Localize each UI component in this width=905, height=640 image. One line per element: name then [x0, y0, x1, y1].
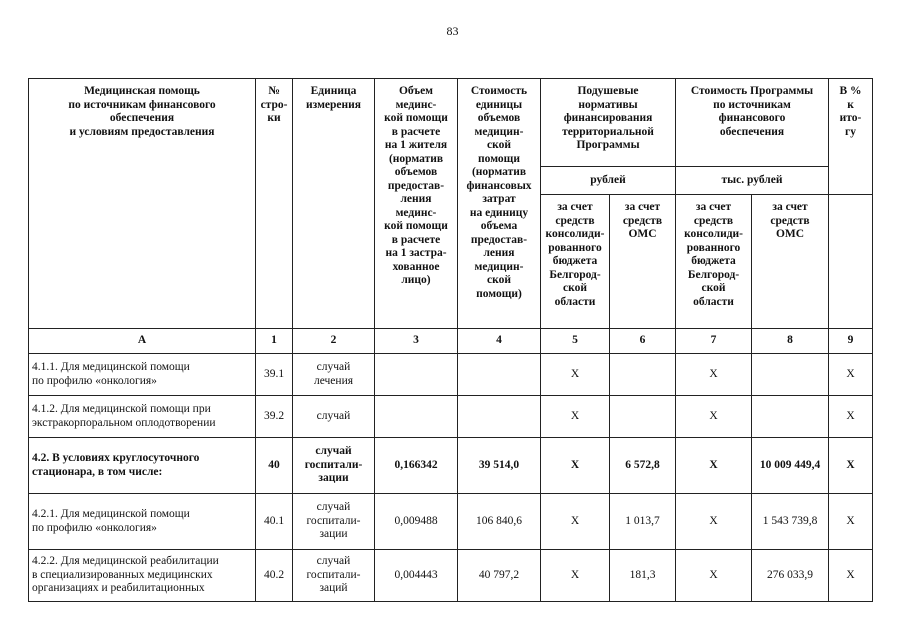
row-regional-cost: Х [676, 354, 752, 396]
header-percent-total: В % к ито- гу [829, 79, 873, 195]
row-regional-cost: Х [676, 550, 752, 602]
row-oms-cost: 10 009 449,4 [752, 438, 829, 494]
row-volume: 0,004443 [375, 550, 458, 602]
row-percent: Х [829, 550, 873, 602]
row-percent: Х [829, 396, 873, 438]
row-name: 4.1.2. Для медицинской помощи при экстракорпоральном оплодотворении [29, 396, 256, 438]
row-name: 4.2.2. Для медицинской реабилитации в специализированных медицинских организациях и реабилитационных [29, 550, 256, 602]
financing-table [28, 78, 873, 602]
column-number: 7 [676, 329, 752, 354]
row-name: 4.1.1. Для медицинской помощи по профилю «онкология» [29, 354, 256, 396]
row-name: 4.2. В условиях круглосуточного стационара, в том числе: [29, 438, 256, 494]
row-oms-norm [610, 396, 676, 438]
column-number: 5 [541, 329, 610, 354]
row-volume [375, 396, 458, 438]
row-regional-cost: Х [676, 396, 752, 438]
row-unit: случай госпитали- зации [293, 438, 375, 494]
row-regional-cost: Х [676, 438, 752, 494]
header-unit-cost: Стоимость единицы объемов медицин- ской помощи (норматив финансовых затрат на единицу объема предостав- ления медицин- ской помощи) [458, 79, 541, 329]
row-unit: случай лечения [293, 354, 375, 396]
row-volume: 0,166342 [375, 438, 458, 494]
row-volume [375, 354, 458, 396]
row-oms-norm [610, 354, 676, 396]
column-number: 9 [829, 329, 873, 354]
column-number: 2 [293, 329, 375, 354]
row-oms-norm: 1 013,7 [610, 494, 676, 550]
row-name: 4.2.1. Для медицинской помощи по профилю «онкология» [29, 494, 256, 550]
table-row [29, 438, 873, 494]
header-percent-empty [829, 195, 873, 329]
row-unit: случай госпитали- зации [293, 494, 375, 550]
table-row [29, 550, 873, 602]
header-per-capita-norms: Подушевые нормативы финансирования территориальной Программы [541, 79, 676, 167]
row-regional-norm: Х [541, 438, 610, 494]
row-percent: Х [829, 438, 873, 494]
header-volume: Объем мединс- кой помощи в расчете на 1 жителя (норматив объемов предостав- ления мединс- кой помощи в расчете на 1 застра- хованное лицо) [375, 79, 458, 329]
row-line-number: 39.2 [256, 396, 293, 438]
page-number: 83 [446, 24, 459, 38]
row-oms-cost: 1 543 739,8 [752, 494, 829, 550]
row-oms-cost: 276 033,9 [752, 550, 829, 602]
column-number: 8 [752, 329, 829, 354]
header-oms-norm: за счет средств ОМС [610, 195, 676, 329]
header-regional-budget-cost: за счет средств консолиди- рованного бюджета Белгород- ской области [676, 195, 752, 329]
column-number: А [29, 329, 256, 354]
row-regional-cost: Х [676, 494, 752, 550]
column-number: 4 [458, 329, 541, 354]
header-oms-cost: за счет средств ОМС [752, 195, 829, 329]
header-line-number: № стро- ки [256, 79, 293, 329]
row-unit-cost [458, 354, 541, 396]
header-unit: Единица измерения [293, 79, 375, 329]
table-row [29, 354, 873, 396]
row-percent: Х [829, 494, 873, 550]
row-line-number: 40.1 [256, 494, 293, 550]
row-regional-norm: Х [541, 396, 610, 438]
row-unit: случай [293, 396, 375, 438]
row-line-number: 40 [256, 438, 293, 494]
row-line-number: 39.1 [256, 354, 293, 396]
column-number: 6 [610, 329, 676, 354]
header-care-type: Медицинская помощь по источникам финансового обеспечения и условиям предоставления [29, 79, 256, 329]
row-unit-cost [458, 396, 541, 438]
row-percent: Х [829, 354, 873, 396]
row-volume: 0,009488 [375, 494, 458, 550]
row-oms-cost [752, 354, 829, 396]
column-number: 3 [375, 329, 458, 354]
row-unit: случай госпитали- заций [293, 550, 375, 602]
row-unit-cost: 40 797,2 [458, 550, 541, 602]
row-regional-norm: Х [541, 354, 610, 396]
header-unit-rubles: рублей [541, 167, 676, 195]
row-oms-cost [752, 396, 829, 438]
row-unit-cost: 106 840,6 [458, 494, 541, 550]
row-unit-cost: 39 514,0 [458, 438, 541, 494]
header-unit-thousand-rubles: тыс. рублей [676, 167, 829, 195]
header-regional-budget-norm: за счет средств консолиди- рованного бюджета Белгород- ской области [541, 195, 610, 329]
header-program-cost: Стоимость Программы по источникам финансового обеспечения [676, 79, 829, 167]
row-oms-norm: 181,3 [610, 550, 676, 602]
row-oms-norm: 6 572,8 [610, 438, 676, 494]
row-regional-norm: Х [541, 494, 610, 550]
column-numbers-row [29, 329, 873, 354]
row-regional-norm: Х [541, 550, 610, 602]
row-line-number: 40.2 [256, 550, 293, 602]
table-row [29, 396, 873, 438]
table-row [29, 494, 873, 550]
column-number: 1 [256, 329, 293, 354]
